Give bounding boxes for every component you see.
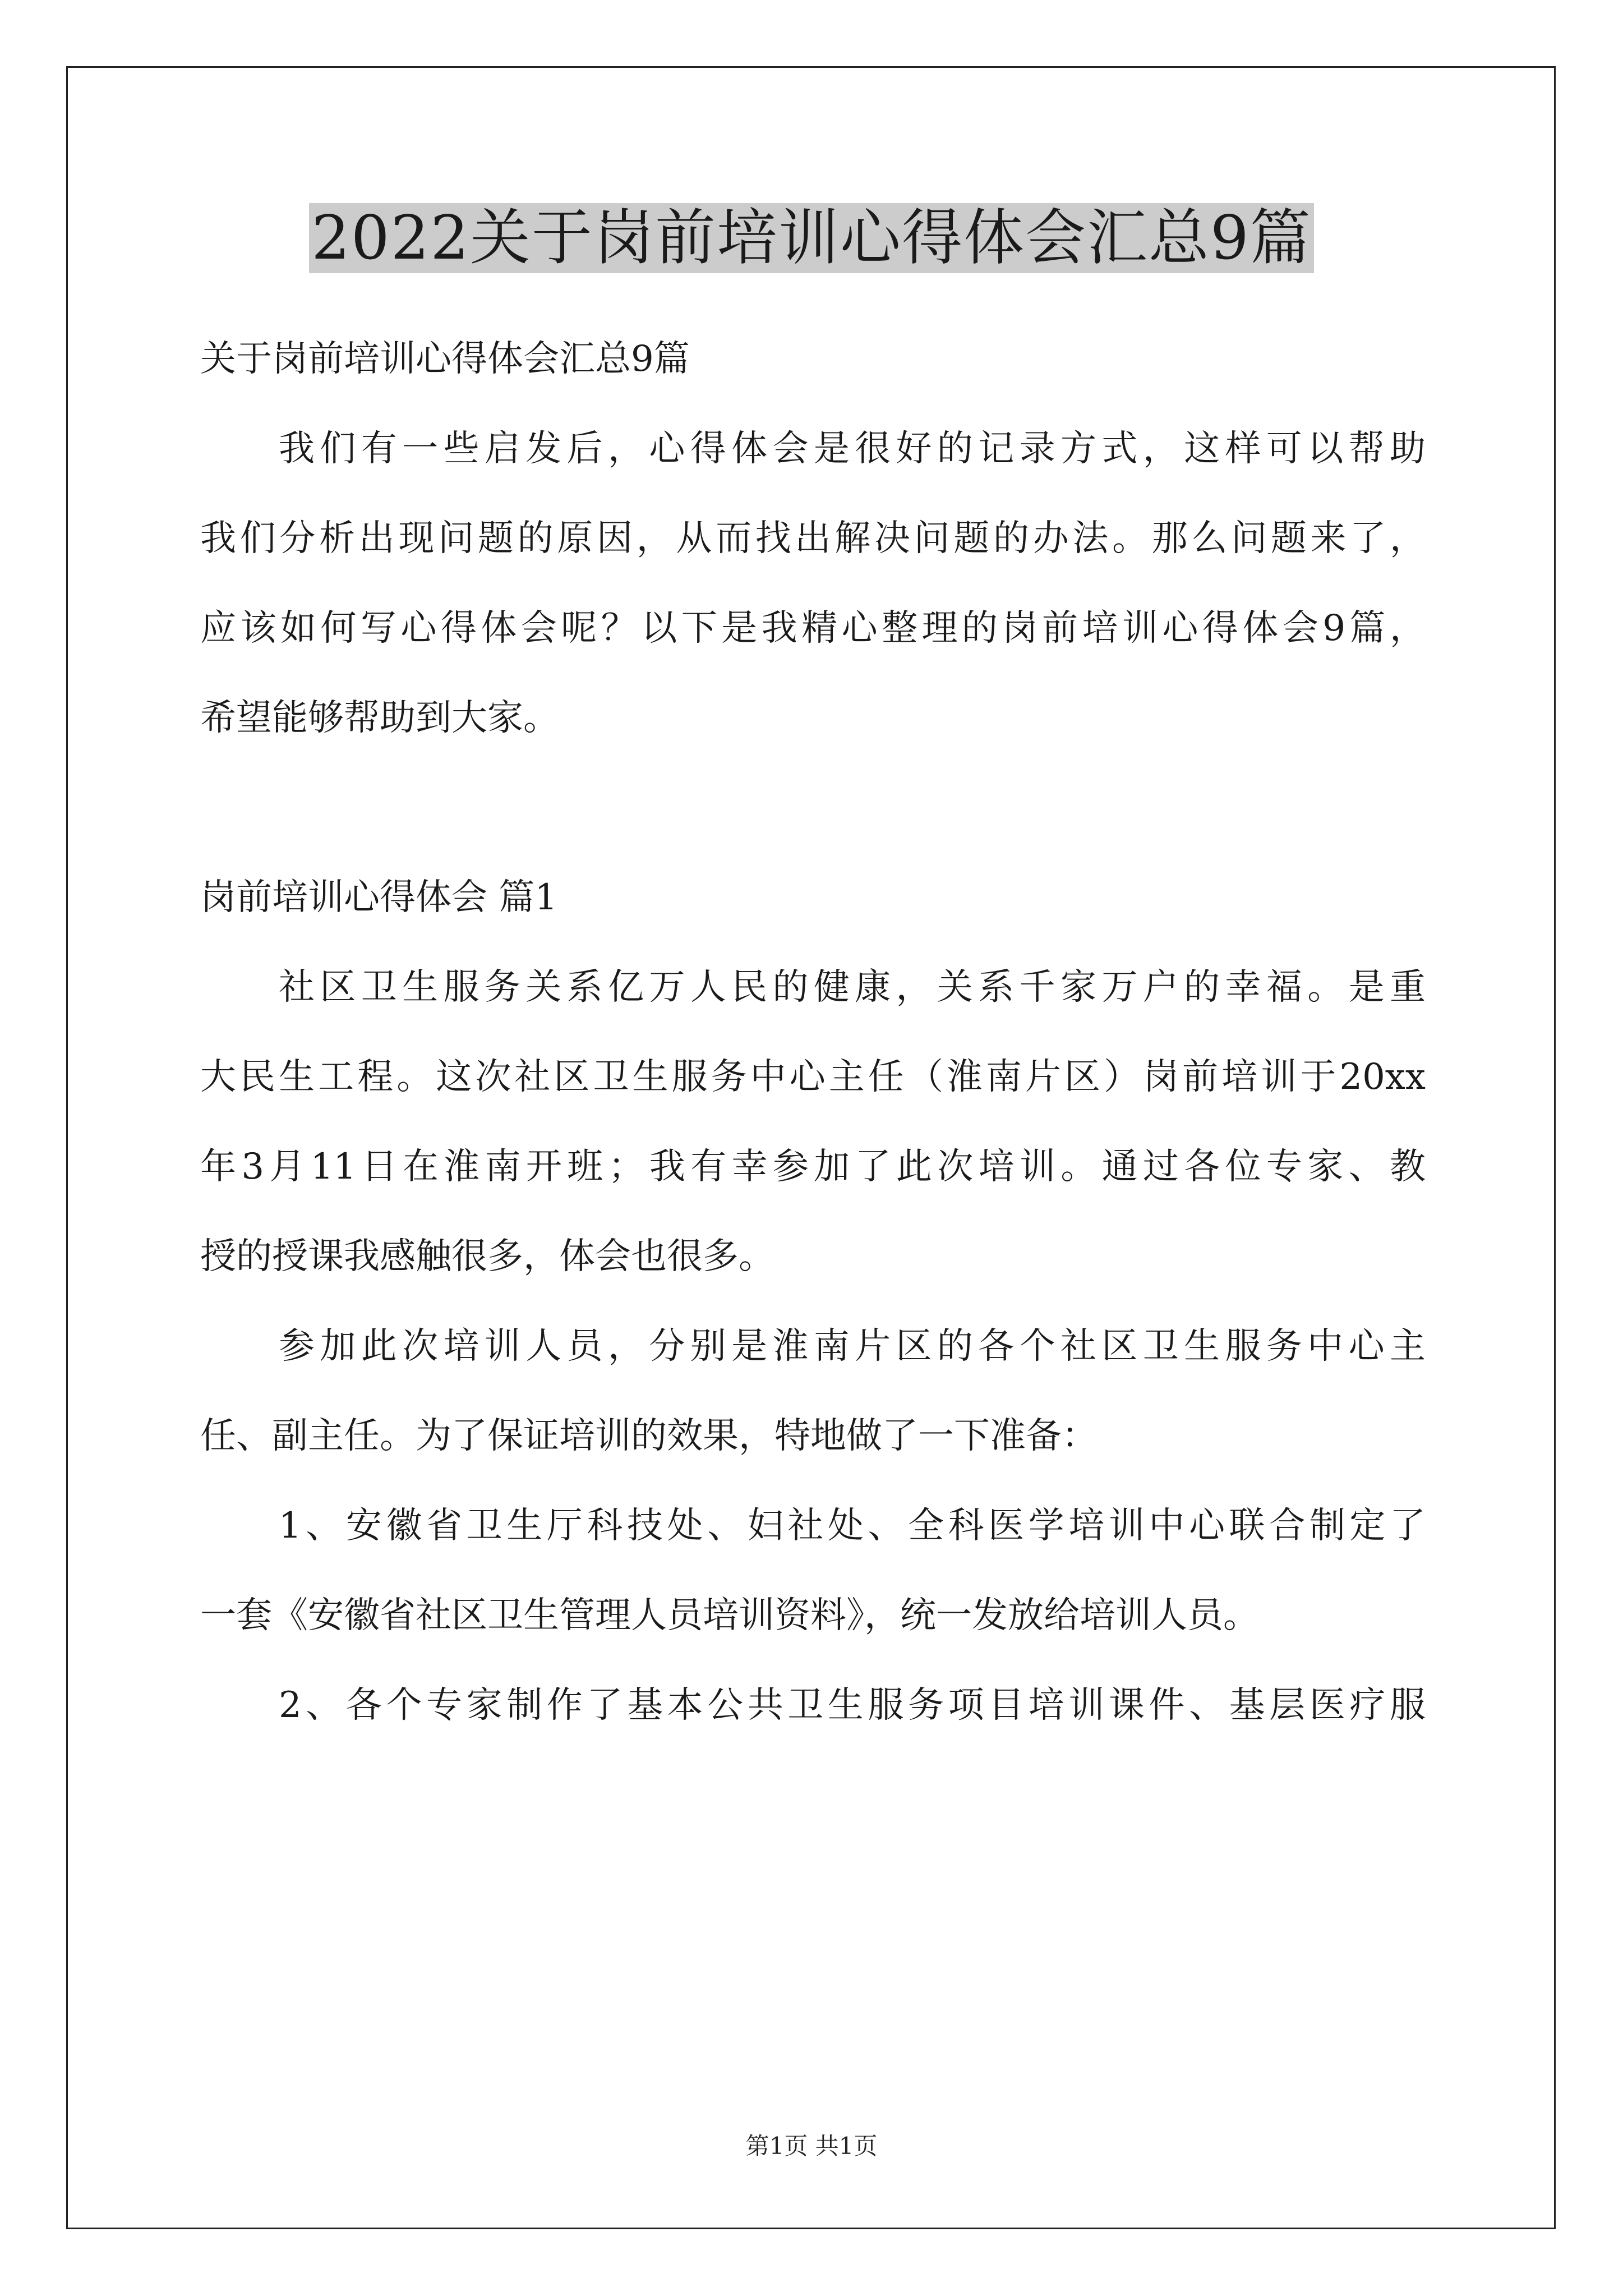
paragraph-line: 1、安徽省卫生厅科技处、妇社处、全科医学培训中心联合制定了 [279,1505,1426,1547]
section-spacer [200,763,1426,853]
paragraph-line: 社区卫生服务关系亿万人民的健康，关系千家万户的幸福。是重 [279,967,1426,1008]
document-subtitle: 关于岗前培训心得体会汇总9篇 [200,338,690,380]
paragraph-line: 年3月11日在淮南开班；我有幸参加了此次培训。通过各位专家、教 [200,1146,1426,1188]
page-footer: 第1页 共1页 [745,2132,878,2160]
intro-paragraph [200,404,1426,763]
section-paragraph-3 [200,1481,1426,1660]
paragraph-line: 2、各个专家制作了基本公共卫生服务项目培训课件、基层医疗服 [279,1685,1426,1726]
paragraph-line: 大民生工程。这次社区卫生服务中心主任（淮南片区）岗前培训于20xx [200,1056,1426,1098]
section-heading: 岗前培训心得体会 篇1 [200,877,558,918]
section-paragraph-2 [200,1301,1426,1481]
document-body [200,314,1426,1750]
paragraph-line: 我们分析出现问题的原因，从而找出解决问题的办法。那么问题来了， [200,518,1426,559]
paragraph-line: 我们有一些启发后，心得体会是很好的记录方式，这样可以帮助 [279,428,1426,470]
paragraph-line: 授的授课我感触很多，体会也很多。 [200,1236,774,1277]
document-title [0,202,1623,275]
document-title-text: 2022关于岗前培训心得体会汇总9篇 [309,203,1314,273]
paragraph-line: 希望能够帮助到大家。 [200,697,559,739]
paragraph-line: 任、副主任。为了保证培训的效果，特地做了一下准备： [200,1415,1098,1457]
section-paragraph-4 [200,1660,1426,1750]
section-paragraph-1 [200,942,1426,1301]
paragraph-line: 一套《安徽省社区卫生管理人员培训资料》，统一发放给培训人员。 [200,1595,1259,1636]
paragraph-line: 参加此次培训人员，分别是淮南片区的各个社区卫生服务中心主 [279,1326,1426,1367]
paragraph-line: 应该如何写心得体会呢？以下是我精心整理的岗前培训心得体会9篇， [200,608,1426,649]
